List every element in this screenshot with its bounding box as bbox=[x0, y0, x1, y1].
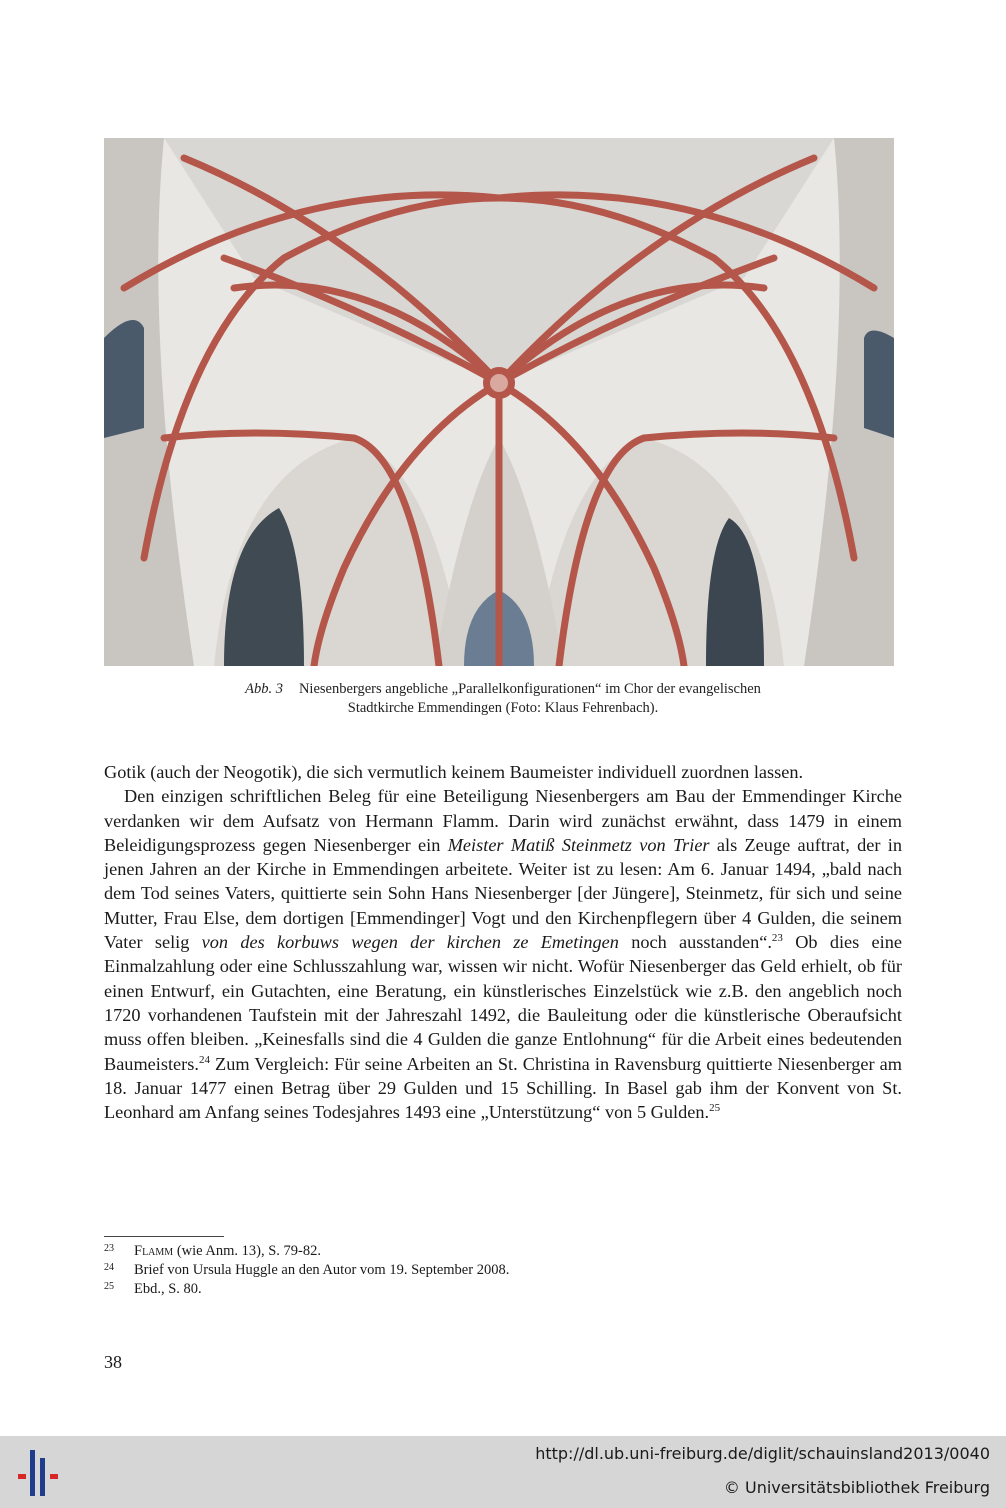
figure-caption bbox=[100, 680, 906, 718]
p2-italic-quote-1: Meister Matiß Steinmetz von Trier bbox=[447, 834, 710, 855]
footnote-body: Brief von Ursula Huggle an den Autor vom 19. September 2008. bbox=[134, 1262, 510, 1278]
p2-text-f: Ob dies eine Einmalzahlung oder eine Schlusszahlung war, wissen wir nicht. Wofür Niesenberger das Geld erhielt, ob für einen Entwurf, ein Gutachten, eine Beratung, ein künstlerisches Einzelstück wie z.B. den angeblich noch 1720 vorhandenen Taufstein mit der Jahreszahl 1492, die Bauleitung oder die künstlerische Oberaufsicht muss offen bleiben. „Keinesfalls sind die 4 Gulden die ganze Entlohnung“ für die Arbeit eines bedeutenden Baumeisters. bbox=[104, 932, 902, 1074]
footer-bar bbox=[0, 1436, 1006, 1508]
footnote-body: Ebd., S. 80. bbox=[134, 1281, 202, 1297]
footnote-body: (wie Anm. 13), S. 79-82. bbox=[173, 1243, 321, 1259]
church-vault-image bbox=[104, 138, 894, 666]
figure-label: Abb. 3 bbox=[245, 681, 283, 697]
copyright-notice: © Universitätsbibliothek Freiburg bbox=[723, 1478, 990, 1497]
footnote-24 bbox=[104, 1261, 804, 1280]
footnotes bbox=[104, 1242, 804, 1299]
p2-italic-quote-2: von des korbuws wegen der kirchen ze Emetingen bbox=[201, 932, 619, 953]
footnote-23 bbox=[104, 1242, 804, 1261]
footnote-text bbox=[134, 1242, 321, 1261]
p2-text-g: Zum Vergleich: Für seine Arbeiten an St. Christina in Ravensburg quittierte Niesenberger am 18. Januar 1477 einen Betrag über 29 Gulden und 15 Schilling. In Basel gab ihm der Konvent von St. Leonhard am Anfang seines Todesjahres 1493 eine „Unterstützung“ von 5 Gulden. bbox=[104, 1053, 902, 1123]
footnote-number: 25 bbox=[104, 1281, 114, 1292]
footnote-author: Flamm bbox=[134, 1243, 174, 1259]
paragraph-2 bbox=[104, 784, 902, 1124]
footnote-number: 23 bbox=[104, 1243, 114, 1254]
paragraph-1: Gotik (auch der Neogotik), die sich vermutlich keinem Baumeister individuell zuordnen lassen. bbox=[104, 762, 804, 782]
permalink-url[interactable]: http://dl.ub.uni-freiburg.de/diglit/schauinsland2013/0040 bbox=[535, 1444, 990, 1463]
p2-text-a: Den einzigen schriftlichen Beleg für eine Beteiligung Niesenbergers am Bau der Emmendinger Kirche verdanken wir dem Aufsatz von Hermann Flamm. Darin wird zunächst erwähnt, dass 1479 in einem Beleidigungsprozess gegen Niesenberger ein bbox=[104, 786, 902, 855]
caption-line-1: Niesenbergers angebliche „Parallelkonfigurationen“ im Chor der evangelischen bbox=[298, 681, 761, 697]
page-number: 38 bbox=[104, 1352, 122, 1372]
body-text bbox=[104, 760, 902, 1124]
p2-text-c: als Zeuge auftrat, der in jenen Jahren an der Kirche in Emmendingen arbeitete. Weiter ist zu lesen: Am 6. Januar 1494, „bald nach dem Tod seines Vaters, quittierte sein Sohn Hans Niesenberger [der Jüngere], Steinmetz, für sich und seine Mutter, Frau Else, dem dortigen [Emmendinger] Vogt und den Kirchenpflegern über 4 Gulden, die seinem Vater selig bbox=[104, 834, 903, 953]
footnote-divider bbox=[104, 1236, 224, 1237]
p2-text-e: noch ausstanden“. bbox=[618, 932, 772, 953]
footnote-ref-23[interactable]: 23 bbox=[771, 932, 783, 945]
vault-photo bbox=[104, 138, 894, 666]
footnote-ref-24[interactable]: 24 bbox=[198, 1053, 210, 1066]
footnote-ref-25[interactable]: 25 bbox=[709, 1102, 721, 1115]
caption-line-2: Stadtkirche Emmendingen (Foto: Klaus Fehrenbach). bbox=[347, 700, 659, 716]
footnote-25 bbox=[104, 1280, 804, 1299]
footnote-number: 24 bbox=[104, 1262, 114, 1273]
ub-freiburg-logo-icon bbox=[14, 1444, 64, 1502]
